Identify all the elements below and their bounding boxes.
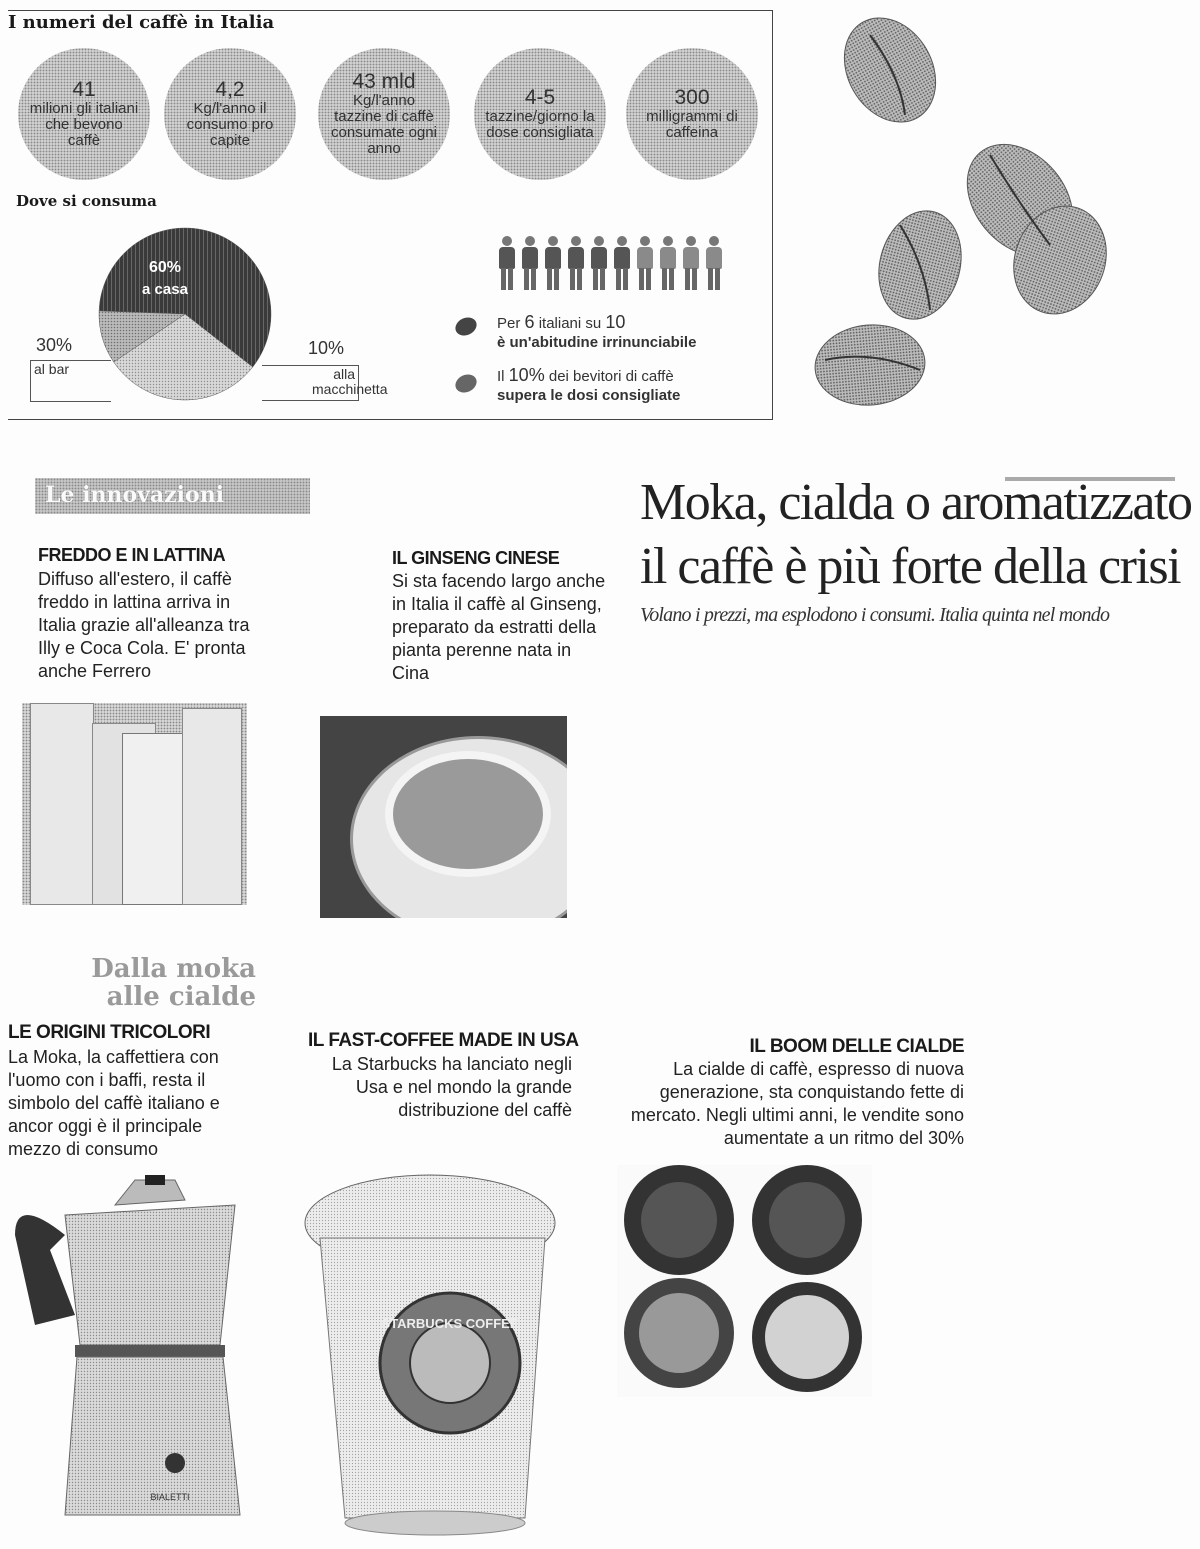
stat-value: 43 mld bbox=[352, 70, 416, 93]
headline-subtitle: Volano i prezzi, ma esplodono i consumi. Italia quinta nel mondo bbox=[640, 604, 1110, 626]
pie-label-machine-name: alla macchinetta bbox=[312, 366, 388, 397]
stat-circle-3 bbox=[318, 48, 450, 180]
headline-line-2: il caffè è più forte della crisi bbox=[640, 538, 1181, 595]
fact-text-bold: è un'abitudine irrinunciabile bbox=[497, 334, 697, 351]
fact-text-bold: supera le dosi consigliate bbox=[497, 387, 681, 404]
fact-number: 10% bbox=[508, 365, 545, 385]
coffee-pods-image bbox=[617, 1165, 872, 1397]
ginseng-cup-image bbox=[320, 716, 567, 918]
moka-pot-image bbox=[5, 1175, 290, 1537]
fact-text: italiani su bbox=[534, 315, 606, 332]
pie-label-bar-value: 30% bbox=[36, 335, 73, 355]
stat-caption: Kg/l'anno il consumo pro capite bbox=[186, 100, 274, 149]
moka-banner bbox=[30, 955, 256, 1011]
pie-label-bar-box bbox=[30, 360, 111, 402]
fastcoffee-text: La Starbucks ha lanciato negli Usa e nel mondo la grande distribuzione del caffè bbox=[331, 1054, 572, 1120]
pie-label-home-name: a casa bbox=[142, 281, 188, 298]
person-icon bbox=[680, 236, 702, 292]
stat-value: 4-5 bbox=[524, 86, 556, 109]
fact-number: 6 bbox=[524, 312, 535, 332]
person-icon bbox=[519, 236, 541, 292]
where-title: Dove si consuma bbox=[16, 192, 157, 210]
cialde-text: La cialde di caffè, espresso di nuova generazione, sta conquistando fette di mercato. Negli ultimi anni, le vendite sono aumentate a un ritmo del 30% bbox=[630, 1059, 964, 1148]
fact-text: Per bbox=[497, 315, 525, 332]
fact-2 bbox=[497, 366, 680, 405]
pie-label-home-value: 60% bbox=[148, 259, 182, 276]
fastcoffee-title: IL FAST-COFFEE MADE IN USA bbox=[308, 1030, 579, 1051]
ginseng-title: IL GINSENG CINESE bbox=[392, 548, 560, 568]
person-icon bbox=[634, 236, 656, 292]
headline-line-1: Moka, cialda o aromatizzato bbox=[640, 474, 1192, 531]
innovazioni-banner-text: Le innovazioni bbox=[45, 482, 225, 508]
infographic-title: I numeri del caffè in Italia bbox=[8, 12, 275, 33]
stat-circle-5 bbox=[626, 48, 758, 180]
pie-label-bar-name: al bar bbox=[34, 361, 70, 377]
stat-caption: Kg/l'anno tazzine di caffè consumate ogni anno bbox=[331, 92, 437, 157]
freddo-title: FREDDO E IN LATTINA bbox=[38, 545, 226, 565]
pie-label-machine-box bbox=[262, 365, 388, 401]
stat-value: 300 bbox=[674, 86, 710, 109]
fact-number: 10 bbox=[605, 312, 626, 332]
person-icon bbox=[588, 236, 610, 292]
person-icon bbox=[496, 236, 518, 292]
freddo-text: Diffuso all'estero, il caffè freddo in lattina arriva in Italia grazie all'alleanza tra Illy e Coca Cola. E' pronta anche Ferrero bbox=[38, 569, 250, 681]
cialde-title: IL BOOM DELLE CIALDE bbox=[749, 1036, 964, 1057]
person-icon bbox=[542, 236, 564, 292]
pie-label-machine-value: 10% bbox=[308, 338, 345, 358]
stat-value: 4,2 bbox=[215, 78, 245, 101]
innovazioni-banner bbox=[35, 478, 310, 514]
ginseng-text: Si sta facendo largo anche in Italia il caffè al Ginseng, preparato da estratti della pianta perenne nata in Cina bbox=[392, 571, 606, 683]
stat-caption: tazzine/giorno la dose consigliata bbox=[485, 108, 595, 141]
cup-logo-text: STARBUCKS COFFEE bbox=[381, 1316, 519, 1331]
starbucks-cup-image bbox=[300, 1168, 565, 1540]
moka-banner-line-2: alle cialde bbox=[106, 982, 256, 1012]
stat-circle-1 bbox=[18, 48, 150, 180]
person-icon bbox=[703, 236, 725, 292]
stat-value: 41 bbox=[72, 78, 96, 101]
person-icon bbox=[611, 236, 633, 292]
stat-caption: milioni gli italiani che bevono caffè bbox=[29, 100, 139, 149]
moka-banner-line-1: Dalla moka bbox=[91, 954, 256, 984]
fact-text: dei bevitori di caffè bbox=[544, 368, 674, 385]
stat-circle-4 bbox=[474, 48, 606, 180]
origini-text: La Moka, la caffettiera con l'uomo con i baffi, resta il simbolo del caffè italiano e ancor oggi è il principale mezzo di consumo bbox=[8, 1047, 220, 1159]
coffee-beans-image bbox=[810, 15, 1110, 415]
stat-caption: milligrammi di caffeina bbox=[646, 108, 738, 141]
moka-brand-text: BIALETTI bbox=[150, 1492, 190, 1502]
origini-title: LE ORIGINI TRICOLORI bbox=[8, 1022, 211, 1043]
people-row bbox=[496, 236, 725, 292]
coffee-cans-image bbox=[22, 703, 247, 905]
fact-text: Il bbox=[497, 368, 509, 385]
consumption-pie bbox=[95, 224, 275, 404]
fact-1 bbox=[497, 313, 696, 352]
stat-circle-2 bbox=[164, 48, 296, 180]
person-icon bbox=[565, 236, 587, 292]
person-icon bbox=[657, 236, 679, 292]
